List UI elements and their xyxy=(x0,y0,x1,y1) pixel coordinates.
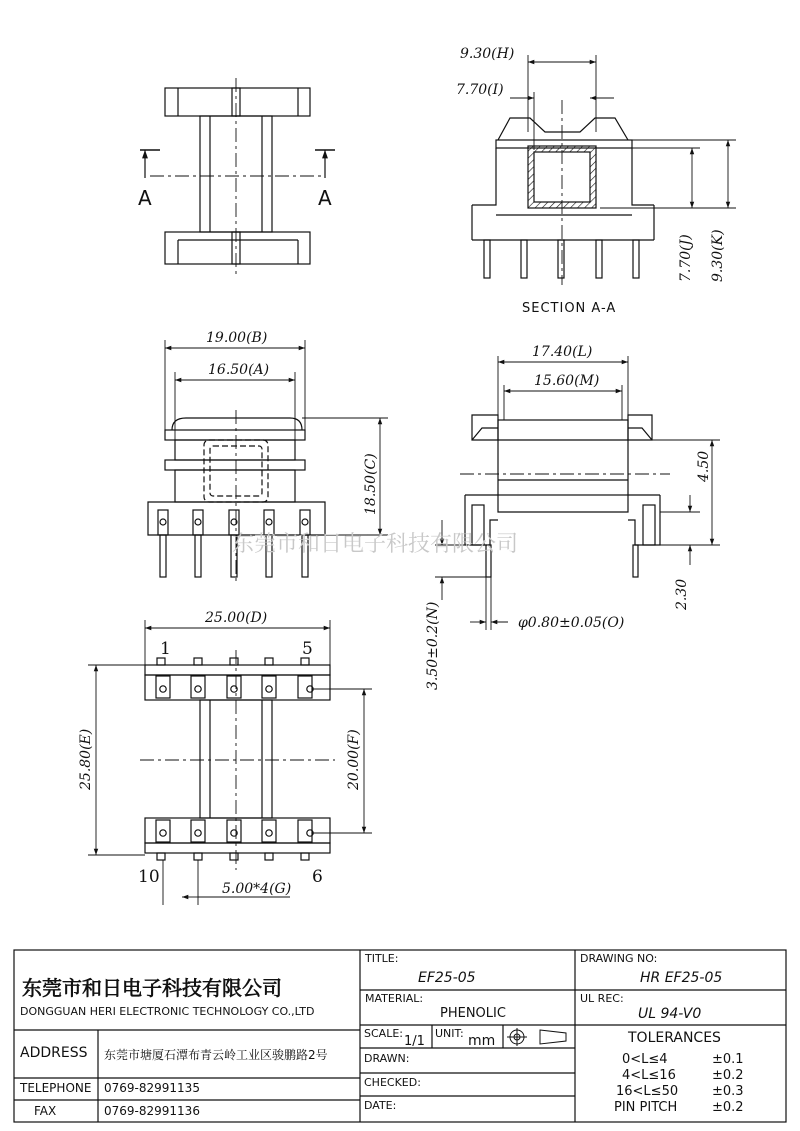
dim-C: 18.50(C) xyxy=(363,453,379,515)
dim-E: 25.80(E) xyxy=(78,728,94,790)
dim-2-30: 2.30 xyxy=(674,578,690,610)
dim-K: 9.30(K) xyxy=(710,229,726,282)
dim-B: 19.00(B) xyxy=(206,330,268,346)
dim-L: 17.40(L) xyxy=(532,344,593,360)
section-view xyxy=(472,100,654,285)
tolerance-range-2: 4<L≤16 xyxy=(622,1068,676,1083)
unit-label: UNIT: xyxy=(435,1027,464,1040)
dim-O: φ0.80±0.05(O) xyxy=(518,615,625,631)
title-label: TITLE: xyxy=(365,952,399,965)
tolerances-title: TOLERANCES xyxy=(628,1030,721,1046)
title-value: EF25-05 xyxy=(418,970,476,986)
dim-lines-front xyxy=(165,340,388,535)
tolerance-value-3: ±0.3 xyxy=(712,1084,744,1099)
section-caption: SECTION A-A xyxy=(522,301,617,316)
pin-number-6: 6 xyxy=(312,867,323,887)
unit-value: mm xyxy=(468,1033,496,1049)
telephone-label: TELEPHONE xyxy=(20,1081,92,1095)
tolerance-range-4: PIN PITCH xyxy=(614,1100,678,1115)
scale-value: 1/1 xyxy=(404,1034,425,1049)
fax-value: 0769-82991136 xyxy=(104,1104,200,1118)
dim-4-50: 4.50 xyxy=(696,450,712,482)
drawing-no-label: DRAWING NO: xyxy=(580,952,658,965)
dim-M: 15.60(M) xyxy=(534,373,600,389)
dim-A: 16.50(A) xyxy=(208,362,270,378)
section-mark-right: A xyxy=(318,186,332,210)
scale-label: SCALE: xyxy=(364,1027,403,1040)
ul-rec-label: UL REC: xyxy=(580,992,624,1005)
checked-label: CHECKED: xyxy=(364,1076,421,1089)
pin-number-5: 5 xyxy=(302,639,313,659)
date-label: DATE: xyxy=(364,1099,397,1112)
address-value: 东莞市塘厦石潭布青云岭工业区骏鹏路2号 xyxy=(104,1048,328,1062)
section-mark-left: A xyxy=(138,186,152,210)
bottom-view xyxy=(140,650,335,870)
dim-G: 5.00*4(G) xyxy=(222,881,292,897)
drawing-no-value: HR EF25-05 xyxy=(640,970,723,986)
tolerance-value-4: ±0.2 xyxy=(712,1100,744,1115)
dim-N: 3.50±0.2(N) xyxy=(425,601,441,690)
drawn-label: DRAWN: xyxy=(364,1052,410,1065)
projection-symbol-icon xyxy=(507,1028,566,1046)
dim-J: 7.70(J) xyxy=(678,234,694,282)
dim-F: 20.00(F) xyxy=(346,729,362,790)
pin-number-10: 10 xyxy=(138,867,160,887)
dim-D: 25.00(D) xyxy=(205,610,268,626)
dim-H: 9.30(H) xyxy=(460,46,515,62)
address-label: ADDRESS xyxy=(20,1045,88,1061)
company-name-cn: 东莞市和日电子科技有限公司 xyxy=(22,976,282,1000)
pin-number-1: 1 xyxy=(160,639,171,659)
dim-I: 7.70(I) xyxy=(456,82,504,98)
tolerance-range-3: 16<L≤50 xyxy=(616,1084,679,1099)
tolerance-value-1: ±0.1 xyxy=(712,1052,744,1067)
tolerance-range-1: 0<L≤4 xyxy=(622,1052,668,1067)
telephone-value: 0769-82991135 xyxy=(104,1081,200,1095)
tolerance-value-2: ±0.2 xyxy=(712,1068,744,1083)
material-value: PHENOLIC xyxy=(440,1006,506,1021)
watermark: 东莞市和日电子科技有限公司 xyxy=(232,532,519,557)
company-name-en: DONGGUAN HERI ELECTRONIC TECHNOLOGY CO.,LTD xyxy=(20,1005,315,1018)
fax-label: FAX xyxy=(34,1104,57,1118)
ul-rec-value: UL 94-V0 xyxy=(638,1006,702,1022)
material-label: MATERIAL: xyxy=(365,992,424,1005)
top-view xyxy=(140,78,335,275)
